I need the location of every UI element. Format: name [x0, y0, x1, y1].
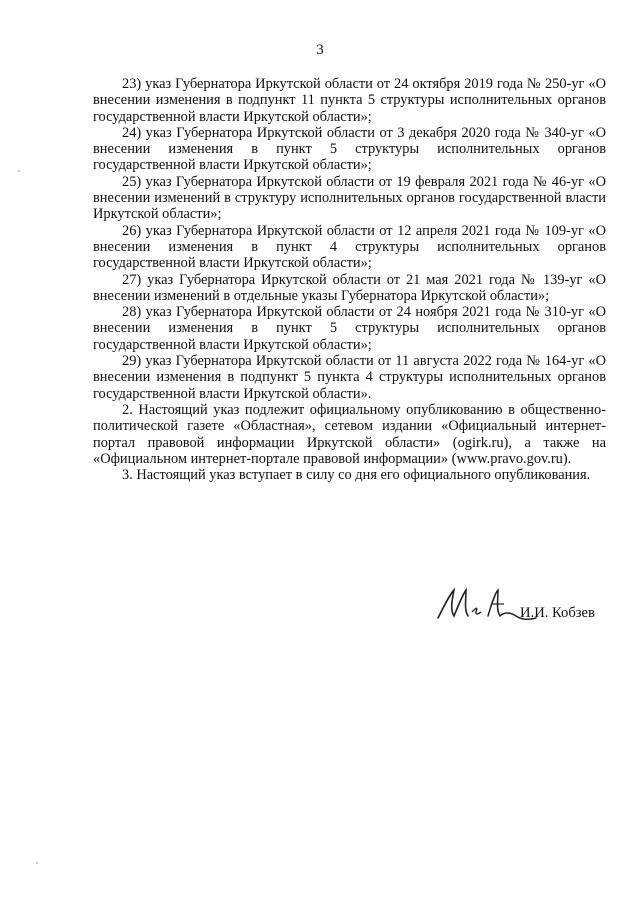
- paragraph-item-27: 27) указ Губернатора Иркутской области от 21 мая 2021 года № 139-уг «О внесении изменений в отдельные указы Губернатора Иркутской области»;: [93, 271, 606, 304]
- paragraph-item-24: 24) указ Губернатора Иркутской области от 3 декабря 2020 года № 340-уг «О внесении изменения в пункт 5 структуры исполнительных органов государственной власти Иркутской области»;: [93, 124, 606, 174]
- signature-block: [432, 582, 632, 632]
- paragraph-item-25: 25) указ Губернатора Иркутской области от 19 февраля 2021 года № 46-уг «О внесении изменений в структуру исполнительных органов государственной власти Иркутской области»;: [93, 173, 606, 223]
- page-number: 3: [316, 42, 324, 58]
- paragraph-item-29: 29) указ Губернатора Иркутской области от 11 августа 2022 года № 164-уг «О внесении изменения в подпункт 5 пункта 4 структуры исполнительных органов государственной власти Иркутской области».: [93, 353, 606, 402]
- scan-speck: [36, 862, 38, 864]
- signer-name: И.И. Кобзев: [520, 605, 595, 621]
- paragraph-item-26: 26) указ Губернатора Иркутской области от 12 апреля 2021 года № 109-уг «О внесении изменения в пункт 4 структуры исполнительных органов государственной власти Иркутской области»;: [93, 222, 606, 272]
- paragraph-entry-into-force: 3. Настоящий указ вступает в силу со дня его официального опубликования.: [122, 467, 591, 484]
- paragraph-publication: 2. Настоящий указ подлежит официальному опубликованию в общественно-политической газете «Областная», сетевом издании «Официальный интернет-портал правовой информации Иркутской области» (ogirk.ru), а также на «Официальном интернет-портале правовой информации» (www.pravo.gov.ru).: [93, 401, 606, 467]
- paragraph-item-28: 28) указ Губернатора Иркутской области от 24 ноября 2021 года № 310-уг «О внесении изменения в пункт 5 структуры исполнительных органов государственной власти Иркутской области»;: [93, 304, 606, 353]
- document-body: [93, 76, 606, 483]
- scan-speck: [18, 170, 20, 172]
- paragraph-item-23: 23) указ Губернатора Иркутской области от 24 октября 2019 года № 250-уг «О внесении изменения в подпункт 11 пункта 5 структуры исполнительных органов государственной власти Иркутской области»;: [93, 76, 606, 125]
